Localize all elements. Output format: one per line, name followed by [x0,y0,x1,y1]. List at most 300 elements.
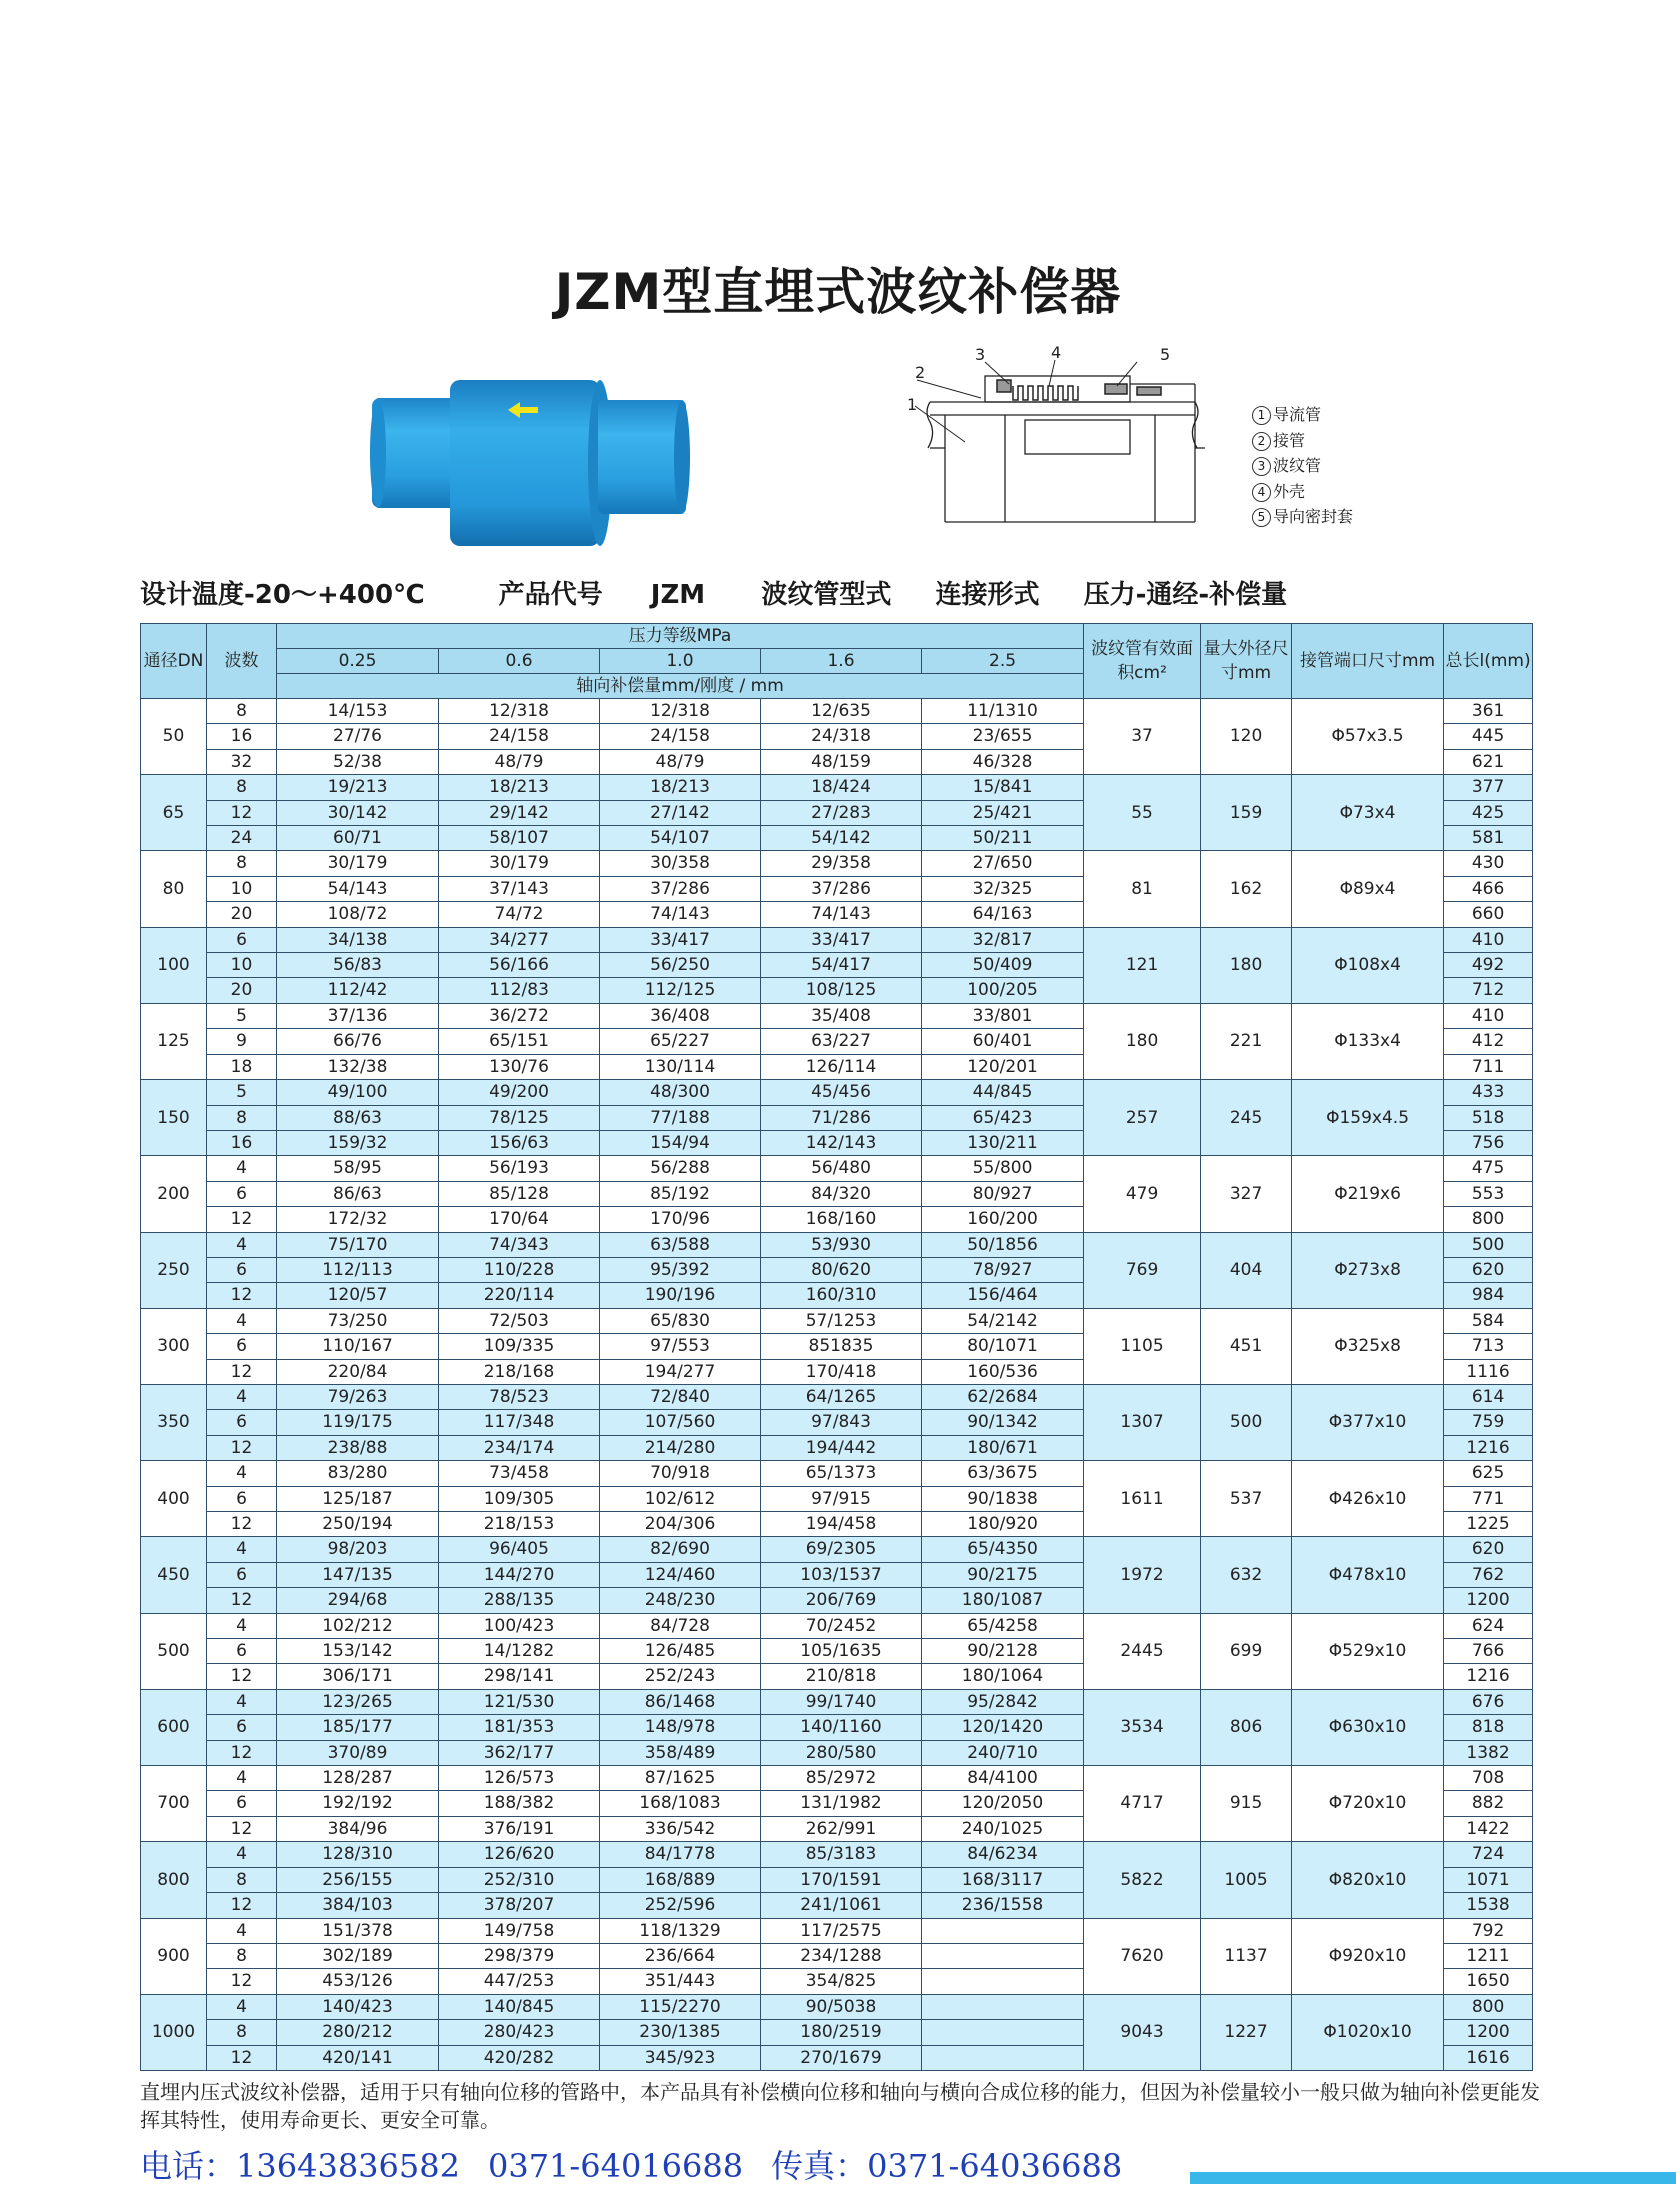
cell-compensation: 87/1625 [600,1766,761,1791]
cell-compensation: 77/188 [600,1105,761,1130]
cell-compensation: 33/417 [600,927,761,952]
table-row [141,851,1533,876]
table-row [141,1613,1533,1638]
cell-compensation: 64/1265 [761,1384,922,1409]
cell-compensation: 65/227 [600,1029,761,1054]
cell-port: Φ920x10 [1292,1918,1444,1994]
cell-length: 1071 [1444,1867,1533,1892]
cell-waves: 16 [207,1130,277,1155]
cell-compensation: 90/1342 [922,1410,1084,1435]
cell-compensation: 252/596 [600,1893,761,1918]
cell-compensation: 126/620 [439,1842,600,1867]
cell-compensation: 120/201 [922,1054,1084,1079]
cell-compensation: 18/213 [600,775,761,800]
cell-waves: 6 [207,1791,277,1816]
cell-waves: 9 [207,1029,277,1054]
cell-compensation: 194/458 [761,1512,922,1537]
cell-compensation: 99/1740 [761,1689,922,1714]
callout-1: 1 [907,395,918,414]
cell-length: 584 [1444,1308,1533,1333]
cell-length: 425 [1444,800,1533,825]
cell-compensation: 206/769 [761,1588,922,1613]
cell-od: 1005 [1201,1842,1292,1918]
cell-dn: 300 [141,1308,207,1384]
cell-compensation: 236/664 [600,1943,761,1968]
cell-compensation: 120/2050 [922,1791,1084,1816]
cell-compensation: 185/177 [277,1715,439,1740]
cell-length: 1216 [1444,1435,1533,1460]
cell-length: 1616 [1444,2045,1533,2070]
cell-waves: 6 [207,1639,277,1664]
cell-length: 712 [1444,978,1533,1003]
cell-length: 1650 [1444,1969,1533,1994]
cell-compensation: 65/4258 [922,1613,1084,1638]
header-total-length: 总长l(mm) [1444,624,1533,699]
cell-compensation: 70/918 [600,1461,761,1486]
cell-compensation: 270/1679 [761,2045,922,2070]
cell-od: 632 [1201,1537,1292,1613]
cell-compensation: 306/171 [277,1664,439,1689]
cell-length: 676 [1444,1689,1533,1714]
table-row [141,1842,1533,1867]
cell-compensation: 12/318 [600,699,761,724]
cell-compensation: 97/915 [761,1486,922,1511]
cell-length: 410 [1444,927,1533,952]
legend-item: 5 导向密封套 [1252,504,1353,530]
cell-compensation: 204/306 [600,1512,761,1537]
phone-number: 13643836582 [236,2147,460,2185]
header-pressure: 2.5 [922,649,1084,674]
cell-compensation: 71/286 [761,1105,922,1130]
cell-area: 81 [1084,851,1201,927]
cell-port: Φ377x10 [1292,1384,1444,1460]
cell-waves: 8 [207,2020,277,2045]
cell-waves: 5 [207,1003,277,1028]
cell-compensation: 420/282 [439,2045,600,2070]
cell-length: 614 [1444,1384,1533,1409]
cell-compensation: 298/141 [439,1664,600,1689]
cell-waves: 24 [207,826,277,851]
cell-waves: 8 [207,1105,277,1130]
cell-waves: 10 [207,876,277,901]
cell-compensation: 248/230 [600,1588,761,1613]
footer-accent-bar [1190,2172,1676,2184]
cell-compensation: 156/464 [922,1283,1084,1308]
cell-compensation: 103/1537 [761,1562,922,1587]
cell-compensation: 181/353 [439,1715,600,1740]
cell-length: 625 [1444,1461,1533,1486]
cell-compensation: 27/283 [761,800,922,825]
cell-length: 1200 [1444,1588,1533,1613]
cell-compensation: 75/170 [277,1232,439,1257]
table-row [141,1461,1533,1486]
cell-compensation: 56/480 [761,1156,922,1181]
cell-length: 660 [1444,902,1533,927]
cell-compensation: 86/63 [277,1181,439,1206]
cell-area: 769 [1084,1232,1201,1308]
cell-dn: 900 [141,1918,207,1994]
cell-compensation: 65/151 [439,1029,600,1054]
cell-length: 1216 [1444,1664,1533,1689]
cell-length: 759 [1444,1410,1533,1435]
cell-compensation: 74/343 [439,1232,600,1257]
cell-compensation: 30/179 [277,851,439,876]
cell-compensation: 130/76 [439,1054,600,1079]
fax-number: 0371-64036688 [867,2147,1123,2185]
cell-length: 430 [1444,851,1533,876]
cell-compensation: 54/2142 [922,1308,1084,1333]
cell-compensation: 55/800 [922,1156,1084,1181]
cell-compensation: 14/1282 [439,1639,600,1664]
cell-compensation: 262/991 [761,1816,922,1841]
cell-port: Φ478x10 [1292,1537,1444,1613]
cell-waves: 18 [207,1054,277,1079]
cell-compensation: 252/243 [600,1664,761,1689]
cell-compensation: 24/158 [600,724,761,749]
cell-compensation: 14/153 [277,699,439,724]
cell-compensation: 84/6234 [922,1842,1084,1867]
cell-length: 412 [1444,1029,1533,1054]
cell-od: 806 [1201,1689,1292,1765]
cell-compensation: 370/89 [277,1740,439,1765]
cell-compensation: 50/409 [922,953,1084,978]
cell-length: 762 [1444,1562,1533,1587]
cell-compensation: 384/103 [277,1893,439,1918]
cell-compensation: 74/143 [761,902,922,927]
cell-compensation: 50/1856 [922,1232,1084,1257]
cell-compensation: 100/205 [922,978,1084,1003]
header-subtitle: 轴向补偿量mm/刚度 / mm [277,674,1084,699]
cell-compensation: 74/72 [439,902,600,927]
cell-compensation: 24/158 [439,724,600,749]
cell-dn: 200 [141,1156,207,1232]
cell-length: 1200 [1444,2020,1533,2045]
cell-area: 9043 [1084,1994,1201,2070]
cell-waves: 12 [207,1359,277,1384]
cell-dn: 125 [141,1003,207,1079]
cell-port: Φ273x8 [1292,1232,1444,1308]
cell-compensation: 130/211 [922,1130,1084,1155]
cell-waves: 8 [207,1943,277,1968]
cell-compensation: 126/114 [761,1054,922,1079]
cell-compensation: 345/923 [600,2045,761,2070]
cell-compensation: 63/227 [761,1029,922,1054]
product-photo [370,378,690,548]
cell-waves: 12 [207,1893,277,1918]
cell-compensation: 78/523 [439,1384,600,1409]
cell-compensation: 48/79 [600,749,761,774]
cell-length: 500 [1444,1232,1533,1257]
cell-length: 466 [1444,876,1533,901]
cell-od: 120 [1201,699,1292,775]
cell-compensation: 180/1087 [922,1588,1084,1613]
cell-compensation [922,1918,1084,1943]
cell-compensation: 32/817 [922,927,1084,952]
cell-compensation: 98/203 [277,1537,439,1562]
cell-compensation: 294/68 [277,1588,439,1613]
cell-waves: 12 [207,800,277,825]
cell-od: 451 [1201,1308,1292,1384]
cell-waves: 6 [207,927,277,952]
cell-compensation: 188/382 [439,1791,600,1816]
cell-compensation: 79/263 [277,1384,439,1409]
cell-compensation: 180/920 [922,1512,1084,1537]
cell-port: Φ57x3.5 [1292,699,1444,775]
cell-compensation [922,1943,1084,1968]
cell-length: 433 [1444,1080,1533,1105]
cell-compensation: 112/113 [277,1257,439,1282]
cell-dn: 65 [141,775,207,851]
connection-type-label: 连接形式 [935,580,1040,610]
cell-port: Φ325x8 [1292,1308,1444,1384]
cell-od: 500 [1201,1384,1292,1460]
cell-waves: 4 [207,1842,277,1867]
cell-compensation: 153/142 [277,1639,439,1664]
cell-od: 699 [1201,1613,1292,1689]
phone-number: 0371-64016688 [487,2147,744,2185]
cell-area: 4717 [1084,1766,1201,1842]
cell-compensation: 84/1778 [600,1842,761,1867]
cell-waves: 12 [207,1283,277,1308]
cell-area: 1972 [1084,1537,1201,1613]
cell-compensation: 170/1591 [761,1867,922,1892]
table-row [141,699,1533,724]
table-row [141,775,1533,800]
cell-compensation: 378/207 [439,1893,600,1918]
cell-length: 475 [1444,1156,1533,1181]
cell-length: 492 [1444,953,1533,978]
cell-compensation: 110/228 [439,1257,600,1282]
cell-length: 756 [1444,1130,1533,1155]
cell-compensation: 29/358 [761,851,922,876]
cell-waves: 6 [207,1715,277,1740]
cell-od: 537 [1201,1461,1292,1537]
cell-compensation: 358/489 [600,1740,761,1765]
cell-waves: 4 [207,1308,277,1333]
cell-compensation: 110/167 [277,1334,439,1359]
cell-compensation: 128/287 [277,1766,439,1791]
cell-dn: 350 [141,1384,207,1460]
cell-compensation: 132/38 [277,1054,439,1079]
cell-compensation: 238/88 [277,1435,439,1460]
cell-compensation: 24/318 [761,724,922,749]
header-dn: 通径DN [141,624,207,699]
cell-compensation: 130/114 [600,1054,761,1079]
cell-length: 553 [1444,1181,1533,1206]
cell-compensation: 49/100 [277,1080,439,1105]
cell-port: Φ73x4 [1292,775,1444,851]
cell-area: 1611 [1084,1461,1201,1537]
cell-compensation: 151/378 [277,1918,439,1943]
cell-dn: 400 [141,1461,207,1537]
cell-compensation: 210/818 [761,1664,922,1689]
cell-compensation: 170/64 [439,1207,600,1232]
cell-compensation: 73/250 [277,1308,439,1333]
cell-length: 800 [1444,1994,1533,2019]
cell-compensation: 351/443 [600,1969,761,1994]
cell-waves: 20 [207,902,277,927]
cell-port: Φ426x10 [1292,1461,1444,1537]
cell-compensation: 18/424 [761,775,922,800]
cell-compensation: 37/286 [600,876,761,901]
cell-length: 984 [1444,1283,1533,1308]
legend-item: 4 外壳 [1252,479,1353,505]
cell-compensation: 100/423 [439,1613,600,1638]
cell-dn: 500 [141,1613,207,1689]
cell-waves: 10 [207,953,277,978]
cell-compensation: 15/841 [922,775,1084,800]
header-waves: 波数 [207,624,277,699]
product-description: 直埋内压式波纹补偿器，适用于只有轴向位移的管路中，本产品具有补偿横向位移和轴向与横向合成位移的能力，但因为补偿量较小一般只做为轴向补偿更能发挥其特性，使用寿命更长、更安全可靠。 [140,2080,1540,2132]
cell-waves: 20 [207,978,277,1003]
cell-dn: 250 [141,1232,207,1308]
cell-compensation: 32/325 [922,876,1084,901]
cell-length: 518 [1444,1105,1533,1130]
table-row [141,1308,1533,1333]
cell-compensation: 280/212 [277,2020,439,2045]
cell-compensation: 140/1160 [761,1715,922,1740]
cell-waves: 12 [207,1969,277,1994]
cell-compensation: 27/76 [277,724,439,749]
cell-compensation: 121/530 [439,1689,600,1714]
cell-compensation: 160/200 [922,1207,1084,1232]
cell-compensation: 240/710 [922,1740,1084,1765]
cell-waves: 8 [207,1867,277,1892]
cell-compensation: 218/168 [439,1359,600,1384]
cell-port: Φ89x4 [1292,851,1444,927]
cell-compensation: 140/423 [277,1994,439,2019]
cell-compensation: 107/560 [600,1410,761,1435]
cell-od: 915 [1201,1766,1292,1842]
cell-compensation: 102/612 [600,1486,761,1511]
cell-compensation: 11/1310 [922,699,1084,724]
cell-area: 1307 [1084,1384,1201,1460]
cell-area: 3534 [1084,1689,1201,1765]
cell-port: Φ820x10 [1292,1842,1444,1918]
cell-compensation: 25/421 [922,800,1084,825]
cell-area: 7620 [1084,1918,1201,1994]
cell-compensation: 119/175 [277,1410,439,1435]
cell-length: 445 [1444,724,1533,749]
cell-compensation: 142/143 [761,1130,922,1155]
cell-od: 1227 [1201,1994,1292,2070]
cell-compensation: 194/277 [600,1359,761,1384]
cell-compensation: 160/310 [761,1283,922,1308]
cell-compensation: 65/830 [600,1308,761,1333]
cell-compensation: 35/408 [761,1003,922,1028]
table-row [141,1766,1533,1791]
cell-compensation: 256/155 [277,1867,439,1892]
cell-dn: 50 [141,699,207,775]
cell-length: 410 [1444,1003,1533,1028]
cell-od: 404 [1201,1232,1292,1308]
cell-compensation: 109/335 [439,1334,600,1359]
cell-length: 624 [1444,1613,1533,1638]
cell-compensation: 84/728 [600,1613,761,1638]
cell-compensation: 170/418 [761,1359,922,1384]
cell-compensation: 384/96 [277,1816,439,1841]
cell-length: 1116 [1444,1359,1533,1384]
cell-port: Φ108x4 [1292,927,1444,1003]
cell-compensation: 84/320 [761,1181,922,1206]
cell-length: 1211 [1444,1943,1533,1968]
cell-compensation: 12/635 [761,699,922,724]
cell-compensation: 117/2575 [761,1918,922,1943]
cell-compensation: 288/135 [439,1588,600,1613]
cell-compensation: 112/125 [600,978,761,1003]
cell-length: 724 [1444,1842,1533,1867]
cell-compensation: 298/379 [439,1943,600,1968]
cell-dn: 1000 [141,1994,207,2070]
cell-area: 1105 [1084,1308,1201,1384]
cell-compensation: 105/1635 [761,1639,922,1664]
cell-compensation: 420/141 [277,2045,439,2070]
cell-compensation: 72/503 [439,1308,600,1333]
cell-compensation: 46/328 [922,749,1084,774]
cell-compensation: 102/212 [277,1613,439,1638]
cell-compensation: 65/423 [922,1105,1084,1130]
cell-compensation: 168/889 [600,1867,761,1892]
cell-compensation: 123/265 [277,1689,439,1714]
cell-compensation: 36/272 [439,1003,600,1028]
table-row [141,1918,1533,1943]
cell-dn: 80 [141,851,207,927]
cell-compensation: 90/2128 [922,1639,1084,1664]
diagram-legend [1252,402,1353,530]
cell-compensation: 78/927 [922,1257,1084,1282]
cell-length: 711 [1444,1054,1533,1079]
cell-compensation: 78/125 [439,1105,600,1130]
cell-compensation: 156/63 [439,1130,600,1155]
cell-compensation: 54/107 [600,826,761,851]
cell-waves: 8 [207,851,277,876]
cell-od: 1137 [1201,1918,1292,1994]
cell-waves: 4 [207,1461,277,1486]
cell-compensation: 234/1288 [761,1943,922,1968]
cell-compensation: 48/159 [761,749,922,774]
cell-compensation: 220/114 [439,1283,600,1308]
cell-compensation: 376/191 [439,1816,600,1841]
cell-waves: 6 [207,1562,277,1587]
cell-compensation: 62/2684 [922,1384,1084,1409]
cell-compensation: 54/143 [277,876,439,901]
table-row [141,1156,1533,1181]
cell-compensation: 154/94 [600,1130,761,1155]
cell-waves: 4 [207,1689,277,1714]
cell-compensation: 128/310 [277,1842,439,1867]
cell-compensation: 192/192 [277,1791,439,1816]
cell-compensation: 168/1083 [600,1791,761,1816]
cell-length: 620 [1444,1537,1533,1562]
table-row [141,1994,1533,2019]
cell-compensation: 36/408 [600,1003,761,1028]
cell-compensation: 112/42 [277,978,439,1003]
cell-compensation: 95/392 [600,1257,761,1282]
cell-compensation: 851835 [761,1334,922,1359]
cell-waves: 6 [207,1181,277,1206]
cell-waves: 12 [207,1588,277,1613]
cell-waves: 16 [207,724,277,749]
cell-od: 162 [1201,851,1292,927]
cell-compensation: 120/1420 [922,1715,1084,1740]
cell-compensation: 230/1385 [600,2020,761,2045]
cell-waves: 12 [207,1664,277,1689]
cell-waves: 12 [207,1816,277,1841]
legend-item: 3 波纹管 [1252,453,1353,479]
cell-length: 708 [1444,1766,1533,1791]
cell-compensation: 63/588 [600,1232,761,1257]
cell-waves: 6 [207,1486,277,1511]
